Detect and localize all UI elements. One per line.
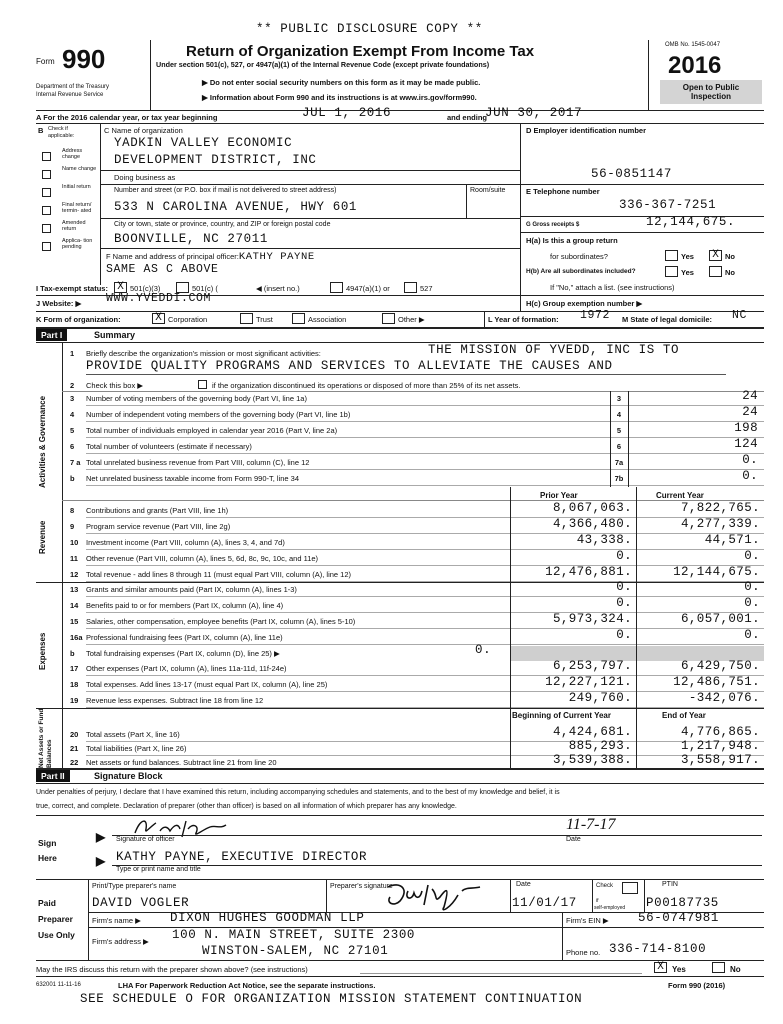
rev-line-text: Investment income (Part VIII, column (A), lines 3, 4, and 7d) bbox=[86, 538, 285, 547]
other-label: Other ▶ bbox=[398, 315, 425, 324]
rev-line-current[interactable]: 0. bbox=[744, 549, 760, 563]
side-expenses: Expenses bbox=[38, 632, 47, 670]
exp-line-current[interactable]: 0. bbox=[744, 628, 760, 642]
prep-name-label: Print/Type preparer's name bbox=[92, 883, 177, 890]
net-line-text: Total liabilities (Part X, line 26) bbox=[86, 744, 187, 753]
room-label: Room/suite bbox=[470, 187, 506, 194]
ag-line-text: Total number of individuals employed in calendar year 2016 (Part V, line 2a) bbox=[86, 426, 338, 435]
rev-line-current[interactable]: 12,144,675. bbox=[673, 565, 760, 579]
exp-line-current[interactable]: 0. bbox=[744, 596, 760, 610]
exp2-line-current[interactable]: 12,486,751. bbox=[673, 675, 760, 689]
exp-line-num: 16a bbox=[70, 633, 83, 642]
ag-line-num: 5 bbox=[70, 426, 75, 435]
501c-close: ◀ (insert no.) bbox=[256, 284, 300, 293]
side-activities: Activities & Governance bbox=[38, 395, 47, 488]
public-disclosure-banner: ** PUBLIC DISCLOSURE COPY ** bbox=[256, 22, 483, 36]
check-label: Check bbox=[596, 883, 614, 889]
preparer-signature[interactable] bbox=[380, 877, 490, 913]
ag-line-rule bbox=[86, 485, 764, 486]
g-label: G Gross receipts $ bbox=[526, 222, 580, 228]
prior-year-header: Prior Year bbox=[540, 491, 578, 500]
l1-text: Briefly describe the organization's mission or most significant activities: bbox=[86, 349, 321, 358]
side-net-assets: Net Assets or Fund Balances bbox=[38, 708, 53, 768]
use-only-label: Use Only bbox=[38, 930, 75, 940]
website-value[interactable]: WWW.YVEDDI.COM bbox=[106, 292, 212, 305]
line-a-label: A For the 2016 calendar year, or tax year beginning bbox=[36, 113, 218, 122]
phone-label: Phone no. bbox=[566, 948, 601, 957]
rev-line-num: 9 bbox=[70, 522, 75, 531]
beg-year-header: Beginning of Current Year bbox=[512, 711, 611, 720]
discuss-no-checkbox[interactable] bbox=[712, 962, 725, 973]
ag-line-ref: 4 bbox=[616, 410, 622, 419]
firm-name[interactable]: DIXON HUGHES GOODMAN LLP bbox=[170, 911, 365, 925]
rev-line-num: 8 bbox=[70, 506, 75, 515]
exp-line-prior[interactable]: 0. bbox=[616, 580, 632, 594]
exp-line-text: Professional fundraising fees (Part IX, column (A), line 11e) bbox=[86, 633, 283, 642]
ag-line-ref: 5 bbox=[616, 426, 622, 435]
501c3-label: 501(c)(3) bbox=[130, 284, 161, 293]
ptin-value[interactable]: P00187735 bbox=[646, 896, 719, 910]
l2-rest: if the organization discontinued its operations or disposed of more than 25% of its net assets. bbox=[212, 381, 521, 390]
net-line-text: Total assets (Part X, line 16) bbox=[86, 730, 180, 739]
tax-year: 2016 bbox=[668, 52, 722, 79]
4947-checkbox[interactable] bbox=[330, 282, 343, 293]
dba-label: Doing business as bbox=[114, 173, 176, 182]
rev-line-current[interactable]: 7,822,765. bbox=[680, 501, 760, 515]
declaration-line2: true, correct, and complete. Declaration of preparer (other than officer) is based on all information of which preparer has any knowledge. bbox=[36, 803, 457, 810]
rev-line-prior[interactable]: 0. bbox=[616, 549, 632, 563]
ag-line-text: Number of independent voting members of the governing body (Part VI, line 1b) bbox=[86, 410, 351, 419]
form-title: Return of Organization Exempt From Income Tax bbox=[186, 43, 535, 60]
exp-line-num: 14 bbox=[70, 601, 79, 610]
ptin-label: PTIN bbox=[662, 881, 678, 888]
association-checkbox[interactable] bbox=[292, 313, 305, 324]
e-label: E Telephone number bbox=[526, 187, 600, 196]
b-item-label: Initial return bbox=[62, 184, 91, 190]
treasury-dept: Department of the Treasury bbox=[36, 84, 110, 90]
sign-label: Sign bbox=[38, 838, 57, 848]
b-checkbox-1[interactable] bbox=[42, 170, 51, 179]
4947-label: 4947(a)(1) or bbox=[346, 284, 390, 293]
org-name-line2[interactable]: DEVELOPMENT DISTRICT, INC bbox=[114, 153, 317, 167]
open-public-box bbox=[660, 80, 762, 104]
b-item-label: Final return/ termin- ated bbox=[62, 202, 92, 214]
state-domicile-value[interactable]: NC bbox=[732, 309, 748, 322]
ha-label: H(a) Is this a group return bbox=[526, 236, 618, 245]
ag-line-num: 4 bbox=[70, 410, 75, 419]
exp2-line-prior[interactable]: 249,760. bbox=[568, 691, 632, 705]
principal-label: F Name and address of principal officer:KATHY PAYNE bbox=[106, 251, 315, 263]
exp-line-rule bbox=[86, 644, 764, 645]
hb-yes-checkbox[interactable] bbox=[665, 266, 678, 277]
ein-value[interactable]: 56-0851147 bbox=[591, 167, 673, 181]
ha-yes-checkbox[interactable] bbox=[665, 250, 678, 261]
corporation-checkbox[interactable]: X bbox=[152, 313, 165, 324]
exp2-line-text: Revenue less expenses. Subtract line 18 from line 12 bbox=[86, 696, 264, 705]
discuss-yes-label: Yes bbox=[672, 965, 686, 974]
exp-line-current[interactable]: 0. bbox=[744, 580, 760, 594]
l2-num: 2 bbox=[70, 381, 75, 390]
ag-line-value[interactable]: 24 bbox=[742, 405, 758, 419]
footer-form: Form 990 (2016) bbox=[668, 981, 726, 990]
net-line-prior[interactable]: 3,539,388. bbox=[552, 753, 632, 767]
b-label: B bbox=[38, 126, 44, 135]
ha-no-checkbox[interactable]: X bbox=[709, 250, 722, 261]
sign-arrow-2: ▶ bbox=[96, 854, 106, 868]
declaration-line1: Under penalties of perjury, I declare that I have examined this return, including accompanying schedules and statements, and to the best of my knowledge and belief, it is bbox=[36, 789, 560, 796]
c-label: C Name of organization bbox=[104, 126, 183, 135]
city-address[interactable]: BOONVILLE, NC 27011 bbox=[114, 232, 268, 246]
b-item-label: Address change bbox=[62, 148, 83, 160]
l16b-num: b bbox=[70, 649, 75, 658]
ha-sub: for subordinates? bbox=[550, 252, 608, 261]
state-domicile-label: M State of legal domicile: bbox=[622, 315, 713, 324]
hb-label: H(b) Are all subordinates included? bbox=[526, 268, 636, 275]
exp2-line-text: Total expenses. Add lines 13-17 (must equal Part IX, column (A), line 25) bbox=[86, 680, 328, 689]
net-line-text: Net assets or fund balances. Subtract line 21 from line 20 bbox=[86, 758, 277, 767]
side-revenue: Revenue bbox=[38, 520, 47, 554]
ag-line-value[interactable]: 0. bbox=[742, 469, 758, 483]
street-label: Number and street (or P.O. box if mail is not delivered to street address) bbox=[114, 187, 337, 194]
year-formation-value[interactable]: 1972 bbox=[580, 309, 611, 322]
ag-line-value[interactable]: 0. bbox=[742, 453, 758, 467]
org-name-line1[interactable]: YADKIN VALLEY ECONOMIC bbox=[114, 136, 293, 150]
hb-no-label: No bbox=[725, 268, 735, 277]
if-label: if bbox=[596, 898, 599, 904]
principal-address[interactable]: SAME AS C ABOVE bbox=[106, 263, 219, 276]
lha-notice: LHA For Paperwork Reduction Act Notice, see the separate instructions. bbox=[118, 981, 376, 990]
rev-line-prior[interactable]: 8,067,063. bbox=[552, 501, 632, 515]
trust-checkbox[interactable] bbox=[240, 313, 253, 324]
prep-sig-label: Preparer's signature bbox=[330, 883, 393, 890]
principal-officer: KATHY PAYNE bbox=[238, 251, 315, 263]
net-line-num: 22 bbox=[70, 758, 79, 767]
net-line-current[interactable]: 3,558,917. bbox=[680, 753, 760, 767]
tax-year-begin[interactable]: JUL 1, 2016 bbox=[302, 106, 392, 120]
mission-line2[interactable]: PROVIDE QUALITY PROGRAMS AND SERVICES TO ALLEVIATE THE CAUSES AND bbox=[86, 359, 613, 373]
l16b-value[interactable]: 0. bbox=[475, 643, 492, 657]
net-line-num: 21 bbox=[70, 744, 79, 753]
omb-number: OMB No. 1545-0047 bbox=[665, 42, 721, 48]
ag-line-ref: 6 bbox=[616, 442, 622, 451]
ag-line-value[interactable]: 198 bbox=[734, 421, 758, 435]
end-year-header: End of Year bbox=[662, 711, 706, 720]
ag-line-ref: 3 bbox=[616, 394, 622, 403]
527-label: 527 bbox=[420, 284, 433, 293]
hb-note: If "No," attach a list. (see instructions) bbox=[550, 283, 675, 292]
info-notice: ▶ Information about Form 990 and its instructions is at www.irs.gov/form990. bbox=[202, 93, 477, 102]
firm-ein-label: Firm's EIN ▶ bbox=[566, 916, 609, 925]
discuss-no-label: No bbox=[730, 965, 741, 974]
current-year-header: Current Year bbox=[656, 491, 704, 500]
rev-line-text: Other revenue (Part VIII, column (A), lines 5, 6d, 8c, 9c, 10c, and 11e) bbox=[86, 554, 319, 563]
part1-title: Summary bbox=[94, 330, 136, 340]
ag-line-text: Total number of volunteers (estimate if necessary) bbox=[86, 442, 252, 451]
l2-text: Check this box ▶ bbox=[86, 381, 144, 390]
irs-label: Internal Revenue Service bbox=[36, 92, 104, 98]
city-label: City or town, state or province, country, and ZIP or foreign postal code bbox=[114, 221, 331, 228]
b-checkbox-4[interactable] bbox=[42, 224, 51, 233]
exp2-line-num: 17 bbox=[70, 664, 79, 673]
hc-label: H(c) Group exemption number ▶ bbox=[526, 299, 643, 308]
rev-line-text: Total revenue - add lines 8 through 11 (must equal Part VIII, column (A), line 12) bbox=[86, 570, 351, 579]
firm-name-label: Firm's name ▶ bbox=[92, 916, 141, 925]
l16b-text: Total fundraising expenses (Part IX, column (D), line 25) ▶ bbox=[86, 649, 280, 658]
net-line-num: 20 bbox=[70, 730, 79, 739]
discuss-yes-checkbox[interactable]: X bbox=[654, 962, 667, 973]
ag-line-text: Net unrelated business taxable income from Form 990-T, line 34 bbox=[86, 474, 300, 483]
d-label: D Employer identification number bbox=[526, 126, 647, 135]
line-i-label: I Tax-exempt status: bbox=[36, 284, 108, 293]
inspection-text: Inspection bbox=[690, 92, 731, 101]
form-number: 990 bbox=[62, 44, 106, 74]
prep-name[interactable]: DAVID VOGLER bbox=[92, 896, 190, 910]
ag-line-num: b bbox=[70, 474, 75, 483]
type-name-label: Type or print name and title bbox=[116, 866, 201, 873]
association-label: Association bbox=[308, 315, 347, 324]
exp-line-prior[interactable]: 0. bbox=[616, 596, 632, 610]
exp-line-num: 13 bbox=[70, 585, 79, 594]
prep-date-label: Date bbox=[516, 881, 531, 888]
date-label: Date bbox=[566, 836, 581, 843]
exp2-line-prior[interactable]: 6,253,797. bbox=[552, 659, 632, 673]
sig-officer-label: Signature of officer bbox=[116, 836, 175, 843]
telephone-value[interactable]: 336-367-7251 bbox=[619, 198, 717, 212]
rev-line-num: 10 bbox=[70, 538, 79, 547]
net-line-prior[interactable]: 885,293. bbox=[568, 739, 632, 753]
exp2-line-text: Other expenses (Part IX, column (A), lines 11a-11d, 11f-24e) bbox=[86, 664, 287, 673]
exp-line-num: 15 bbox=[70, 617, 79, 626]
501c3-checkbox[interactable]: X bbox=[114, 282, 127, 293]
ag-line-num: 6 bbox=[70, 442, 75, 451]
tax-year-end[interactable]: JUN 30, 2017 bbox=[485, 106, 583, 120]
trust-label: Trust bbox=[256, 315, 273, 324]
exp2-line-num: 18 bbox=[70, 680, 79, 689]
firm-addr-label: Firm's address ▶ bbox=[92, 937, 149, 946]
net-line-prior[interactable]: 4,424,681. bbox=[552, 725, 632, 739]
paid-label: Paid bbox=[38, 898, 56, 908]
b-checkbox-0[interactable] bbox=[42, 152, 51, 161]
exp2-line-current[interactable]: 6,429,750. bbox=[680, 659, 760, 673]
exp-line-text: Grants and similar amounts paid (Part IX, column (A), lines 1-3) bbox=[86, 585, 297, 594]
exp-line-prior[interactable]: 5,973,324. bbox=[552, 612, 632, 626]
rev-line-prior[interactable]: 12,476,881. bbox=[545, 565, 632, 579]
part1-tag: Part I bbox=[36, 329, 67, 341]
ha-no-label: No bbox=[725, 252, 735, 261]
b-checkbox-3[interactable] bbox=[42, 206, 51, 215]
street-address[interactable]: 533 N CAROLINA AVENUE, HWY 601 bbox=[114, 200, 358, 214]
mission-line1[interactable]: THE MISSION OF YVEDD, INC IS TO bbox=[428, 343, 680, 357]
net-line-current[interactable]: 1,217,948. bbox=[680, 739, 760, 753]
corporation-label: Corporation bbox=[168, 315, 208, 324]
rev-line-num: 12 bbox=[70, 570, 79, 579]
rev-line-current[interactable]: 44,571. bbox=[704, 533, 760, 547]
discuss-text: May the IRS discuss this return with the preparer shown above? (see instructions) bbox=[36, 965, 308, 974]
b-item-label: Name change bbox=[62, 166, 97, 172]
other-checkbox[interactable] bbox=[382, 313, 395, 324]
form-subtitle: Under section 501(c), 527, or 4947(a)(1) of the Internal Revenue Code (except private foundations) bbox=[156, 60, 490, 69]
net-line-current[interactable]: 4,776,865. bbox=[680, 725, 760, 739]
b-item-label: Amended return bbox=[62, 220, 86, 232]
schedule-o-note: SEE SCHEDULE O FOR ORGANIZATION MISSION STATEMENT CONTINUATION bbox=[80, 992, 583, 1006]
officer-name-title[interactable]: KATHY PAYNE, EXECUTIVE DIRECTOR bbox=[116, 850, 368, 864]
self-employed-checkbox[interactable] bbox=[622, 882, 638, 894]
footer-code: 632001 11-11-16 bbox=[36, 982, 81, 988]
preparer-label: Preparer bbox=[38, 914, 73, 924]
hb-no-checkbox[interactable] bbox=[709, 266, 722, 277]
discontinued-checkbox[interactable] bbox=[198, 380, 207, 389]
firm-ein[interactable]: 56-0747981 bbox=[638, 911, 720, 925]
exp-line-current[interactable]: 6,057,001. bbox=[680, 612, 760, 626]
rev-line-prior[interactable]: 43,338. bbox=[576, 533, 632, 547]
year-formation-label: L Year of formation: bbox=[488, 315, 559, 324]
rev-line-num: 11 bbox=[70, 554, 78, 563]
and-ending-label: and ending bbox=[447, 113, 487, 122]
rev-line-current[interactable]: 4,277,339. bbox=[680, 517, 760, 531]
form-label: Form bbox=[36, 57, 55, 66]
ag-line-value[interactable]: 24 bbox=[742, 389, 758, 403]
exp-line-text: Salaries, other compensation, employee benefits (Part IX, column (A), lines 5-10) bbox=[86, 617, 356, 626]
exp-line-prior[interactable]: 0. bbox=[616, 628, 632, 642]
exp2-line-current[interactable]: -342,076. bbox=[688, 691, 760, 705]
ag-line-num: 7 a bbox=[70, 458, 81, 467]
b-checkbox-5[interactable] bbox=[42, 242, 51, 251]
exp2-line-prior[interactable]: 12,227,121. bbox=[545, 675, 632, 689]
gross-receipts[interactable]: 12,144,675. bbox=[646, 215, 736, 229]
exp-line-text: Benefits paid to or for members (Part IX, column (A), line 4) bbox=[86, 601, 284, 610]
ssn-notice: ▶ Do not enter social security numbers on this form as it may be made public. bbox=[202, 78, 481, 87]
ha-yes-label: Yes bbox=[681, 252, 694, 261]
part2-tag: Part II bbox=[36, 770, 70, 782]
b-checkbox-2[interactable] bbox=[42, 188, 51, 197]
501c-label: 501(c) ( bbox=[192, 284, 218, 293]
website-label: J Website: ▶ bbox=[36, 299, 82, 308]
open-public-text: Open to Public bbox=[682, 83, 740, 92]
ag-line-text: Total unrelated business revenue from Part VIII, column (C), line 12 bbox=[86, 458, 310, 467]
prep-date[interactable]: 11/01/17 bbox=[512, 896, 577, 910]
firm-address-2[interactable]: WINSTON-SALEM, NC 27101 bbox=[202, 944, 389, 958]
b-item-label: Applica- tion pending bbox=[62, 238, 93, 250]
rev-line-prior[interactable]: 4,366,480. bbox=[552, 517, 632, 531]
rev-line-text: Contributions and grants (Part VIII, line 1h) bbox=[86, 506, 229, 515]
self-employed-label: self-employed bbox=[594, 905, 626, 911]
line-k-label: K Form of organization: bbox=[36, 315, 121, 324]
ag-line-num: 3 bbox=[70, 394, 75, 403]
rev-line-text: Program service revenue (Part VIII, line 2g) bbox=[86, 522, 231, 531]
hb-yes-label: Yes bbox=[681, 268, 694, 277]
b-check-label: Check if applicable: bbox=[48, 126, 75, 139]
part2-title: Signature Block bbox=[94, 771, 163, 781]
sign-arrow-1: ▶ bbox=[96, 830, 106, 844]
exp2-line-num: 19 bbox=[70, 696, 79, 705]
527-checkbox[interactable] bbox=[404, 282, 417, 293]
here-label: Here bbox=[38, 853, 57, 863]
ag-line-value[interactable]: 124 bbox=[734, 437, 758, 451]
ag-line-ref: 7b bbox=[614, 474, 624, 483]
ag-line-text: Number of voting members of the governing body (Part VI, line 1a) bbox=[86, 394, 307, 403]
firm-address-1[interactable]: 100 N. MAIN STREET, SUITE 2300 bbox=[172, 928, 416, 942]
preparer-phone[interactable]: 336-714-8100 bbox=[609, 942, 707, 956]
ag-line-ref: 7a bbox=[614, 458, 624, 467]
l1-num: 1 bbox=[70, 349, 75, 358]
officer-sign-date[interactable]: 11-7-17 bbox=[566, 816, 616, 833]
